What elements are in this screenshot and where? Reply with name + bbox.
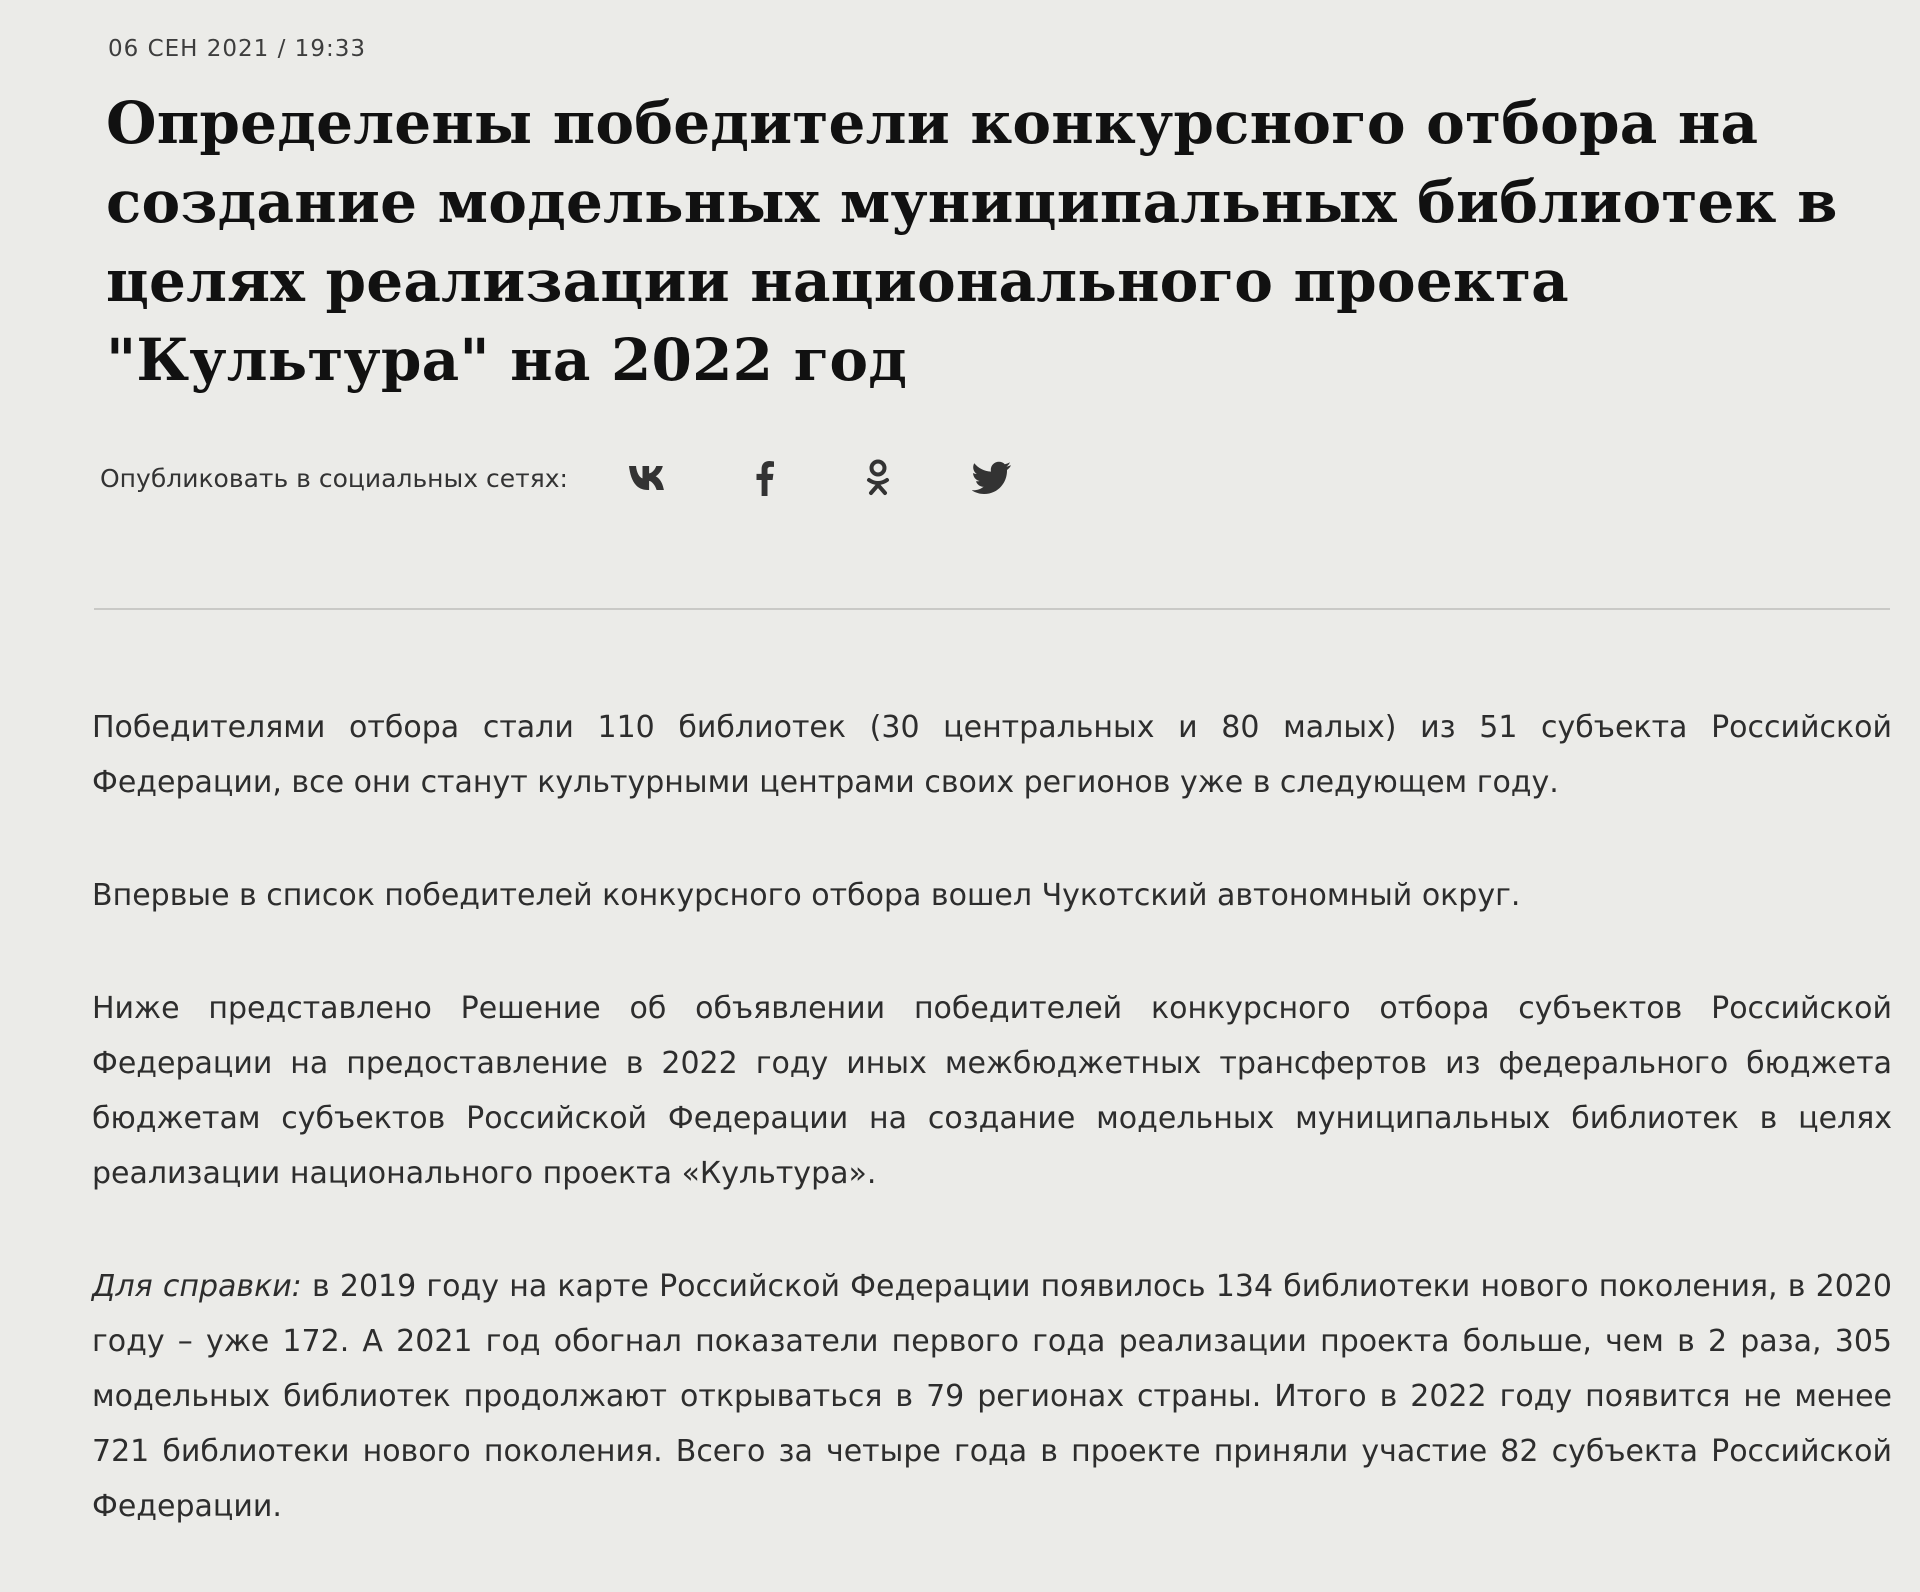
section-divider: [94, 608, 1890, 610]
odnoklassniki-icon[interactable]: [850, 452, 906, 504]
reference-text: в 2019 году на карте Российской Федерации появилось 134 библиотеки нового поколения, в 2020 году – уже 172. А 2021 год обогнал показатели первого года реализации проекта больше, чем в 2 раза, 305 модельных библиотек продолжают открываться в 79 регионах страны. Итого в 2022 году появится не менее 721 библиотеки нового поколения. Всего за четыре года в проекте приняли участие 82 субъекта Российской Федерации.: [92, 1269, 1892, 1524]
reference-label: Для справки:: [92, 1269, 302, 1304]
publication-date: 06 СЕН 2021 / 19:33: [108, 36, 366, 62]
paragraph-reference: [92, 1259, 1892, 1534]
share-label: Опубликовать в социальных сетях:: [100, 463, 568, 493]
paragraph-chukotka: Впервые в список победителей конкурсного отбора вошел Чукотский автономный округ.: [92, 878, 1521, 913]
article-body: [92, 700, 1892, 1592]
paragraph-decision: Ниже представлено Решение об объявлении победителей конкурсного отбора субъектов Российской Федерации на предоставление в 2022 году иных межбюджетных трансфертов из федерального бюджета бюджетам субъектов Российской Федерации на создание модельных муниципальных библиотек в целях реализации национального проекта «Культура».: [92, 991, 1892, 1191]
social-share-bar: [100, 452, 1078, 504]
facebook-icon[interactable]: [736, 452, 792, 504]
paragraph-winners: Победителями отбора стали 110 библиотек (30 центральных и 80 малых) из 51 субъекта Российской Федерации, все они станут культурными центрами своих регионов уже в следующем году.: [92, 710, 1892, 800]
vk-icon[interactable]: [622, 452, 678, 504]
article-title: Определены победители конкурсного отбора на создание модельных муниципальных библиотек в целях реализации национального проекта "Культура" на 2022 год: [106, 89, 1838, 394]
twitter-icon[interactable]: [964, 452, 1020, 504]
